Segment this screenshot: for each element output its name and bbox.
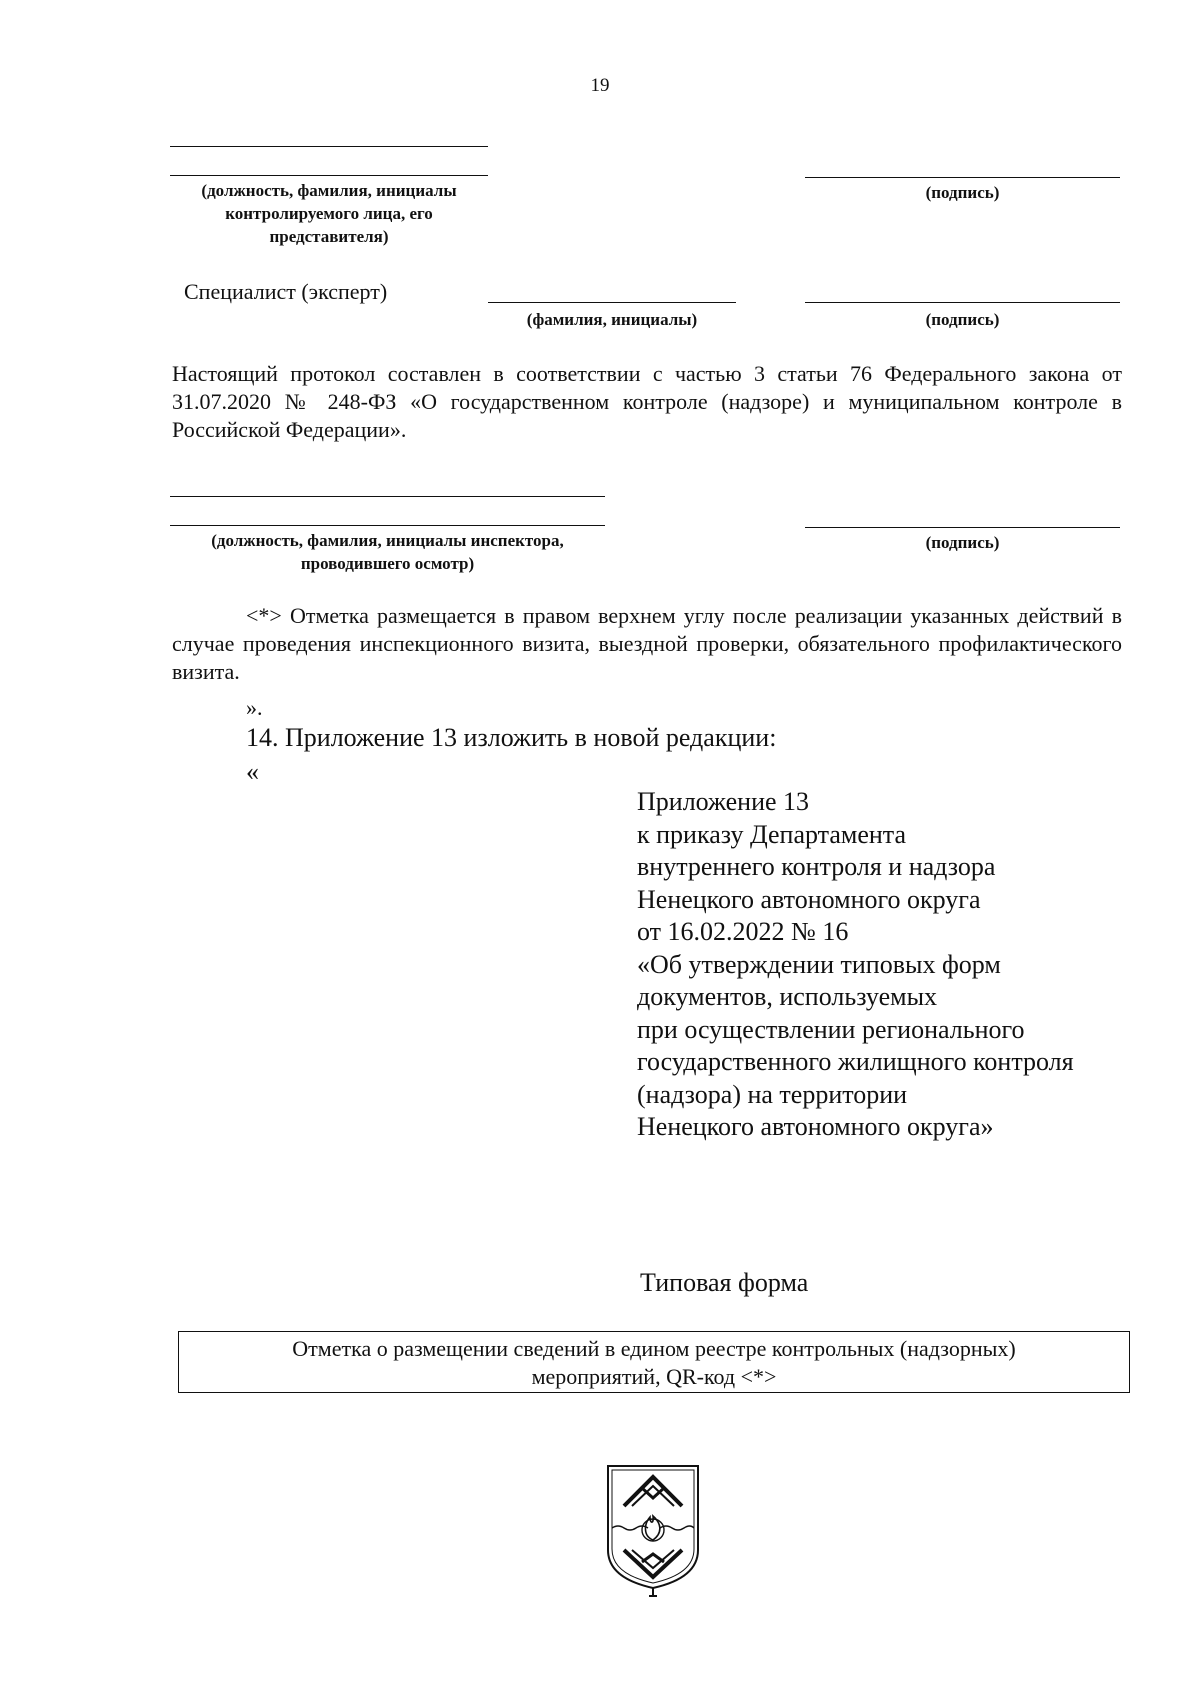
annex-line: Ненецкого автономного округа xyxy=(637,884,981,914)
page-number: 19 xyxy=(590,75,610,96)
signature-caption: (подпись) xyxy=(925,183,1000,202)
specialist-signature-caption: (подпись) xyxy=(925,310,1000,329)
inspector-signature-caption: (подпись) xyxy=(925,533,1000,552)
inspector-signature-line xyxy=(805,527,1120,528)
annex-line: при осуществлении регионального xyxy=(637,1014,1025,1044)
form-title: Типовая форма xyxy=(640,1268,809,1297)
annex-line: (надзора) на территории xyxy=(637,1079,908,1109)
signature-line xyxy=(805,177,1120,178)
inspector-line xyxy=(170,525,605,526)
inspector-line-top xyxy=(170,496,605,497)
registry-box-line2: мероприятий, QR-код <*> xyxy=(531,1364,777,1389)
coat-of-arms-icon xyxy=(604,1462,702,1605)
annex-line: государственного жилищного контроля xyxy=(637,1047,1074,1076)
specialist-signature-line xyxy=(805,302,1120,303)
inspector-caption: (должность, фамилия, инициалы инспектора, проводившего осмотр) xyxy=(211,531,564,573)
closing-quote: ». xyxy=(246,695,263,720)
position-line xyxy=(170,175,488,176)
annex-line: от 16.02.2022 № 16 xyxy=(637,917,849,946)
annex-line: документов, используемых xyxy=(637,982,938,1011)
footnote: <*> Отметка размещается в правом верхнем углу после реализации указанных действий в случае проведения инспекционного визита, выездной проверки, обязательного профилактического визита. xyxy=(172,603,1122,684)
specialist-name-caption: (фамилия, инициалы) xyxy=(526,310,698,329)
annex-line: к приказу Департамента xyxy=(637,819,907,849)
registry-box xyxy=(178,1331,1130,1393)
registry-box-line1: Отметка о размещении сведений в едином реестре контрольных (надзорных) xyxy=(292,1336,1016,1361)
annex-line: Приложение 13 xyxy=(637,787,810,816)
annex-header xyxy=(637,786,1074,1144)
opening-quote: « xyxy=(246,757,259,786)
annex-line: внутреннего контроля и надзора xyxy=(637,852,996,881)
item-14: 14. Приложение 13 изложить в новой редакции: xyxy=(246,723,777,752)
position-caption: (должность, фамилия, инициалы контролируемого лица, его представителя) xyxy=(201,181,457,246)
annex-line: «Об утверждении типовых форм xyxy=(637,949,1001,979)
annex-line: Ненецкого автономного округа» xyxy=(637,1112,994,1141)
protocol-paragraph: Настоящий протокол составлен в соответствии с частью 3 статьи 76 Федерального закона от 31.07.2020 № 248-ФЗ «О государственном контроле (надзоре) и муниципальном контроле в Российской Федерации». xyxy=(172,361,1122,442)
specialist-name-line xyxy=(488,302,736,303)
specialist-label: Специалист (эксперт) xyxy=(184,279,388,304)
position-line-top xyxy=(170,146,488,147)
